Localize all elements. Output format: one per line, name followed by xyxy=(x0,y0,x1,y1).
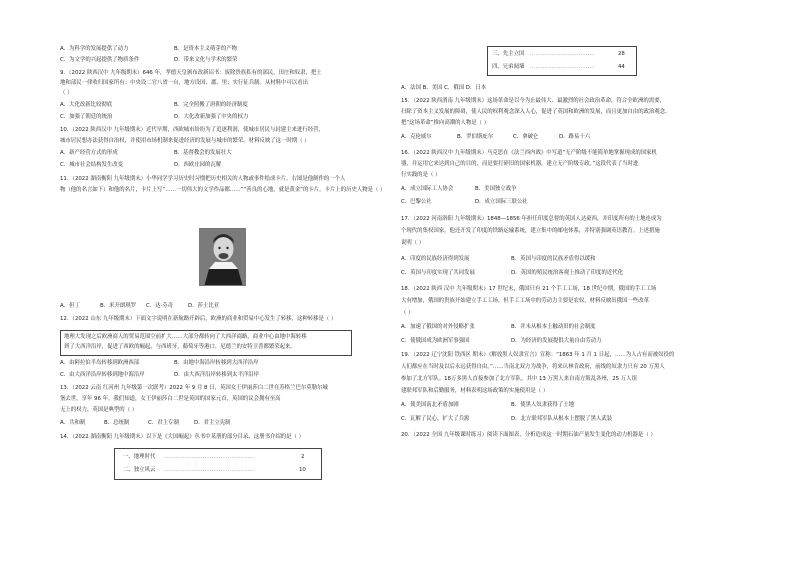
q12-quote-line1: 地理大发现之后欧洲商人的贸易范围空前扩大……大部分都转向了大西洋商路，商业中心由地中海转移 xyxy=(64,334,307,340)
q18-option-d: D．为经济的发展提供大量自由劳动力 xyxy=(511,338,602,344)
q11-option-d: D．莎士比亚 xyxy=(188,303,220,309)
q11-stem-line2: 物（他的名言如下）和他的名片，卡片上写“……一切伟大的文学作品都……”“善良的心地，就是黄金”的卡片，卡片上的历史人物是（ ） xyxy=(60,187,386,193)
q9-option-c: C．加强了朝廷的统治 xyxy=(60,114,113,120)
q9-stem-line2: 地和部民一律收归国家所有；中央设二官八省一台，地方设国、郡、里；实行征兵制。从材料中可以看出 xyxy=(60,80,308,86)
q15-option-d: D．路易十六 xyxy=(559,134,591,140)
q19-stem-line1: 19．（2022 辽宁沈阳 铁西区 期末）《解放黑人奴隶宣言》宣称：“1863 年 1 月 1 日起，……为人占有而被奴役的 xyxy=(401,352,675,358)
q17-stem-line3: 说明（ ） xyxy=(401,240,425,246)
q18-stem-line1: 18．（2022 陕西 汉中 九年级期末）17 世纪末，俄国只有 21 个手工工场，18 世纪中期，俄国的手工工场 xyxy=(401,286,657,292)
q9-option-d: D．大化改新加强了中央的权力 xyxy=(174,114,249,120)
toc-entry-1-title: 一、地理时代 xyxy=(123,454,156,460)
q9-stem-line1: 9．（2022 陕西汉中 九年级期末）646 年，孝德天皇颁布改新诏书：废除贵族私有的部民、田庄和奴隶，把土 xyxy=(60,70,322,76)
q13-option-a: A．共和制 xyxy=(60,420,86,426)
q12-option-c: C．由大西洋沿岸转移到地中海沿岸 xyxy=(60,372,145,378)
toc-entry-4-leader: ……………………………… xyxy=(530,64,595,70)
q15-stem-line3: 把“这场革命”推向高潮的人物是（ ） xyxy=(401,120,490,126)
q9-stem-line3: （ ） xyxy=(60,90,73,96)
shakespeare-portrait-image xyxy=(199,228,246,286)
q8-option-b: B．是资本主义萌芽的产物 xyxy=(174,46,237,52)
q13-option-d: D．君主立宪制 xyxy=(194,420,231,426)
toc-entry-3-page: 28 xyxy=(618,51,625,57)
q16-stem-line3: 行实践的是（ ） xyxy=(401,172,441,178)
q18-option-a: A．加速了俄国的对外侵略扩张 xyxy=(401,324,475,330)
q17-option-c: C．英国与印度实现了共同发展 xyxy=(401,270,475,276)
q15-stem-line2: 扫除了资本主义发展的障碍，使人民的权利观念深入人心，促进了英国和欧洲的发展，而且更加自由的政治观念。 xyxy=(401,109,671,115)
q12-option-b: B．由地中海沿岸转移到大西洋沿岸 xyxy=(174,360,259,366)
toc-entry-1-page: 2 xyxy=(301,454,305,460)
q19-stem-line3: 参加了北方军队。18万多黑人直接参加了北方军队，其中 13 万黑人来自南方叛乱各州，25 万人组 xyxy=(401,376,637,382)
q18-option-b: B．并未从根本上触动旧的社会制度 xyxy=(511,324,596,330)
q12-option-d: D．由大西洋沿岸转移到太平洋沿岸 xyxy=(174,372,260,378)
q19-stem-line2: 人们都应在当时及以后永远获得自由。”……当南北双方为战争，将来认林肯政府，前线的奴隶力只有 20 万黑人 xyxy=(401,364,665,370)
q17-stem-line2: 个现代的集权国家。他还开发了印度的铁路运输系统，建立集中的邮电体系，并特别强调英语教育。上述措施 xyxy=(401,228,660,234)
q8-option-d: D．带来文化与学术的繁荣 xyxy=(174,57,238,63)
q14-toc-box xyxy=(114,448,322,480)
q13-stem-line3: 无上的权力，英国是典型的（ ） xyxy=(60,407,138,413)
q10-option-b: B．基督教会的发展壮大 xyxy=(174,150,232,156)
q19-option-a: A．使美国南北矛盾加剧 xyxy=(401,402,459,408)
q13-option-c: C．君主专制 xyxy=(148,420,179,426)
q16-stem-line2: 器，并运用它来达到自己的目的，而是要打碎旧的国家机器，建立无产阶级专政。”这段代表了当时进 xyxy=(401,161,639,167)
toc-entry-2-page: 10 xyxy=(299,467,306,473)
q20-stem: 20．（2022 全国 九年级课时练习）阅读下面图表，分析造成这一时期石油产量发生变化的动力机器是（ ） xyxy=(401,432,656,438)
q10-option-c: C．城市社会结构发生改变 xyxy=(60,162,124,168)
toc-entry-2-leader: …………………………………………… xyxy=(163,467,255,473)
toc-entry-4-page: 44 xyxy=(618,64,625,70)
q14-options: A．法国 B．美国 C．俄国 D．日本 xyxy=(401,85,487,91)
q10-stem-line2: 城市居民想办法获得自治权，并使用市场机制来促进经济的发展与城市的繁荣。材料反映了这一时期（ ） xyxy=(60,138,310,144)
q9-option-a: A．大化改新比较彻底 xyxy=(60,102,113,108)
q13-stem-line2: 堡去世，享年 96 年。我们知道，女王伊丽莎白二世是英国的国家元首，英国的议会拥有至高 xyxy=(60,396,281,402)
q15-stem-line1: 15．（2022 陕西渭南 九年级期末）这场革命是以今为止最伟大、最激烈的社会政治革命，符合全欧洲的需要， xyxy=(401,98,665,104)
q10-stem-line1: 10．（2022 陕西汉中 九年级期末）近代早期，西欧城市纷纷为了追逐利润，使城市居民与封建主来进行经营， xyxy=(60,127,324,133)
q18-option-c: C．使俄国成为欧洲军事强国 xyxy=(401,338,470,344)
q19-option-d: D．北方联邦军队从根本上摆脱了黑人武装 xyxy=(511,416,613,422)
q11-option-c: C．达·芬奇 xyxy=(146,303,174,309)
q19-stem-line4: 建联邦军队和后勤服务，材料表明这场政策的实施使用是（ ） xyxy=(401,388,549,394)
q12-option-a: A．由阿拉伯半岛转移到欧洲西部 xyxy=(60,360,140,366)
q16-stem-line1: 16．（2022 陕西汉中 九年级期末）马克思在《法兰西内战》中写道“无产阶级不能简单地掌握现成的国家机 xyxy=(401,150,657,156)
q18-stem-line2: 大有增加，俄国的贵族开始建立手工工场，但手工工场中的劳动力主要是农奴，材料反映出俄国一些改革 xyxy=(401,298,649,304)
q15-option-c: C．拿破仑 xyxy=(513,134,539,140)
q11-stem-line1: 11．（2022 湖南衡阳 九年级期末）小华同学学习历史时习惯把历史相关的人物或事件绘成卡片。右图是他制作的一个人 xyxy=(60,176,346,182)
toc-entry-3-title: 三、先主立国 xyxy=(492,51,525,57)
q11-option-b: B．米开朗琪罗 xyxy=(100,303,137,309)
toc-entry-1-leader: …………………………………………… xyxy=(163,454,255,460)
q19-option-b: B．使黑人奴隶获得了土地 xyxy=(511,402,574,408)
toc-entry-4-title: 四、兄弟阋墙 xyxy=(492,64,525,70)
q15-option-a: A．克伦威尔 xyxy=(401,134,432,140)
q15-option-b: B．罗伯斯庇尔 xyxy=(457,134,494,140)
q12-quote-line2: 到了大西洋沿岸，促进了西欧的崛起，与西班牙，葡萄牙等港口，尼德兰的安特卫普都繁荣起来。 xyxy=(64,344,296,350)
q8-option-a: A．为科学的发展提供了动力 xyxy=(60,46,129,52)
q9-option-b: B．完全照搬了唐朝的经济制度 xyxy=(174,102,248,108)
q13-stem-line1: 13．（2022 云南 红河州 九年级第一次联考）2022 年 9 月 8 日，英国女王伊丽莎白二世在苏格兰巴尔莫勒尔城 xyxy=(60,385,328,391)
q14-toc-box-continued xyxy=(487,46,637,76)
q10-option-d: D．西欧庄园的瓦解 xyxy=(174,162,222,168)
q16-option-b: B．美国独立战争 xyxy=(475,186,517,192)
q8-option-c: C．为文学的兴起提供了物质条件 xyxy=(60,57,140,63)
portrait-drawing xyxy=(200,229,246,286)
q17-option-b: B．英国与印度的民族矛盾得以缓和 xyxy=(511,256,596,262)
q19-option-c: C．瓦解了民心，扩大了兵源 xyxy=(401,416,470,422)
q12-quote-box xyxy=(60,330,352,356)
q17-option-d: D．英国的殖民统治客观上推动了印度的近代化 xyxy=(511,270,623,276)
q16-option-d: D．成立国际三联公社 xyxy=(475,199,528,205)
toc-entry-2-title: 二、独立风云 xyxy=(123,467,156,473)
q14-stem: 14．（2022 湖南衡阳 九年级期末）以下是《大国崛起》丛书中某册的部分目录，这册书介绍的是（ ） xyxy=(60,434,305,440)
q10-option-a: A．新产经营方式的形成 xyxy=(60,150,118,156)
q18-stem-line3: （ ） xyxy=(401,310,414,316)
q11-option-a: A．但丁 xyxy=(60,303,80,309)
q17-option-a: A．印度的民族经济得到发展 xyxy=(401,256,470,262)
q13-option-b: B．总统制 xyxy=(104,420,130,426)
q16-option-a: A．成立国际工人协会 xyxy=(401,186,454,192)
toc-entry-3-leader: ……………………………… xyxy=(530,51,595,57)
q17-stem-line1: 17．（2022 河南洛阳 九年级期末）1848—1856 年担任印度总督的英国人达豪西，并印度所有的土地连成为 xyxy=(401,216,662,222)
q12-stem: 12．（2022 山东 九年级期末）下面文字说明在新航路开辟后，欧洲的商业和贸易中心发生了转移，这种转移是（ ） xyxy=(60,316,337,322)
q16-option-c: C．巴黎公社 xyxy=(401,199,432,205)
